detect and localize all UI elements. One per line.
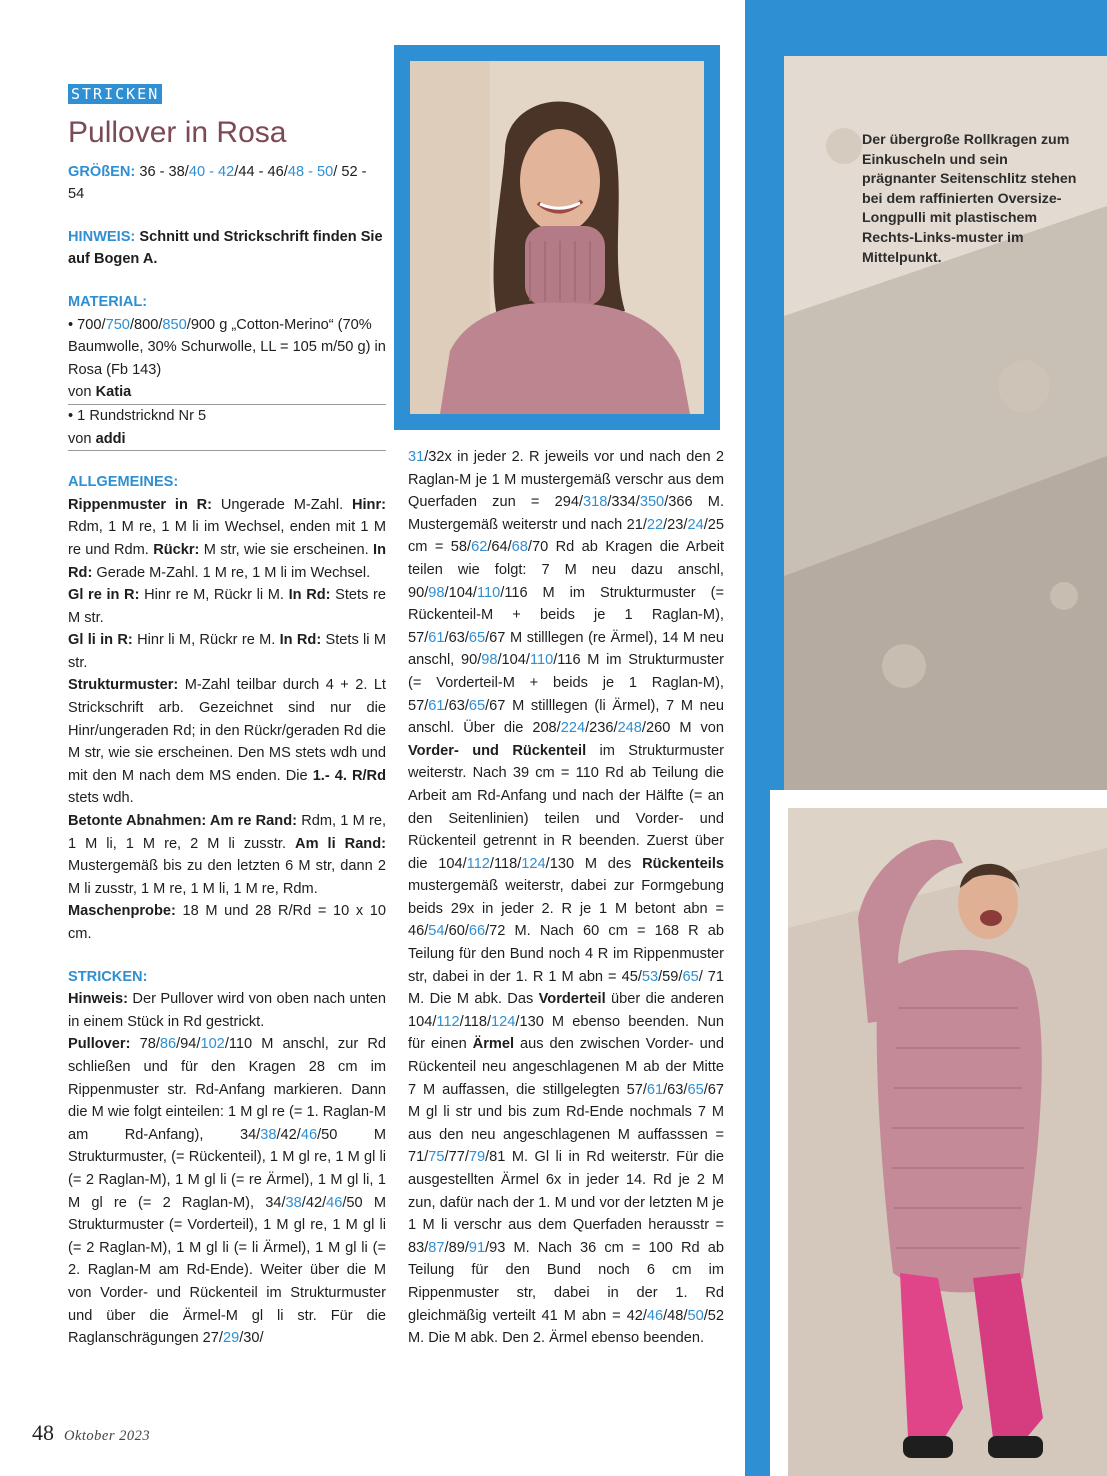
text-run: /50 M Strukturmuster (= Vorderteil), 1 M gl re, 1 M gl li (= 2 Raglan-M), 1 M gl li (= li Ärmel), 1 M gl li (= 2. Raglan-M am Rd-Ende). Weiter über die M von Vorder- und Rückenteil im Strukturmuster und über die Ärmel-M gl li str. Für die Raglanschrägungen 27/: [68, 1194, 386, 1347]
text-run: 66: [468, 923, 486, 940]
text-run: /30/: [239, 1330, 264, 1347]
fullbody-illustration: [788, 808, 1107, 1476]
text-run: /130 M des: [545, 855, 643, 872]
hint-text: Schnitt und Strickschrift finden Sie auf Bogen A.: [68, 228, 383, 268]
text-run: In Rd:: [288, 587, 331, 604]
text-run: /900 g „Cotton-Merino“ (70% Baumwolle, 30% Schurwolle, LL = 105 m/50 g) in Rosa (Fb 143): [68, 316, 386, 378]
text-run: /130 M ebenso beenden. Nun für einen: [408, 1013, 724, 1053]
text-run: Strukturmuster:: [68, 677, 179, 694]
text-run: Hinr li M, Rückr re M.: [132, 632, 280, 649]
text-run: 850: [162, 316, 187, 333]
source-prefix: von: [68, 384, 96, 401]
text-run: /67 M stilllegen (li Ärmel), 7 M neu anschl. Über die 208/: [408, 697, 724, 737]
text-run: 24: [687, 516, 704, 533]
text-run: 124: [491, 1013, 516, 1030]
sizes-label: GRÖßEN:: [68, 163, 136, 180]
left-text-column: [68, 84, 386, 1350]
material-source-1: [68, 381, 386, 405]
knitting-label: STRICKEN:: [68, 968, 148, 985]
text-run: Am li Rand:: [295, 835, 386, 852]
general-paragraph-2: [68, 584, 386, 629]
text-run: /48/: [663, 1307, 688, 1324]
text-run: /94/: [176, 1036, 201, 1053]
text-run: 98: [481, 652, 498, 669]
text-run: M str, wie sie erscheinen.: [199, 541, 374, 558]
text-run: /60/: [444, 923, 469, 940]
text-run: In Rd:: [68, 541, 386, 581]
text-run: 31: [408, 449, 425, 465]
text-run: 110: [529, 652, 554, 669]
text-run: 46: [646, 1307, 664, 1324]
text-run: 53: [641, 968, 659, 985]
page-footer: [32, 1420, 150, 1446]
text-run: /63/: [444, 629, 469, 646]
section-kicker: STRICKEN: [68, 84, 162, 104]
text-run: Stets li M str.: [68, 632, 386, 671]
hint-label: HINWEIS:: [68, 228, 136, 245]
text-run: /118/: [459, 1013, 492, 1030]
text-run: 54: [428, 923, 445, 940]
text-run: /800/: [129, 316, 163, 333]
text-run: /32x in jeder 2. R jeweils vor und nach den 2 Raglan-M je 1 M mustergemäß verschr aus dem Querfaden zun = 294/: [408, 449, 724, 511]
text-run: 62: [471, 539, 488, 556]
text-run: 112: [436, 1013, 460, 1030]
page-number: 48: [32, 1420, 54, 1445]
text-run: In Rd:: [279, 632, 322, 649]
text-run: /23/: [663, 516, 688, 533]
text-run: Vorder- und Rückenteil: [408, 742, 587, 759]
text-run: /104/: [497, 652, 530, 669]
text-run: Maschenprobe:: [68, 903, 176, 920]
text-run: 110: [477, 584, 501, 601]
text-run: /59/: [658, 968, 683, 985]
text-run: Gl li in R:: [68, 632, 133, 649]
text-run: Hinweis:: [68, 991, 129, 1008]
text-run: /63/: [444, 697, 469, 714]
text-run: 65: [468, 629, 486, 646]
brand-addi: addi: [95, 430, 126, 447]
text-run: 61: [428, 629, 445, 646]
general-label: ALLGEMEINES:: [68, 474, 179, 491]
text-run: über die anderen 104/: [408, 991, 725, 1030]
text-run: Rückenteils: [642, 855, 724, 872]
text-run: 750: [105, 316, 130, 333]
text-run: 18 M und 28 R/Rd = 10 x 10 cm.: [68, 903, 386, 942]
text-run: /70 Rd ab Kragen die Arbeit teilen wie folgt: 7 M neu dazu anschl, 90/: [408, 539, 724, 601]
middle-text-column: [408, 446, 724, 1350]
text-run: Pullover:: [68, 1036, 131, 1053]
text-run: Hinr:: [351, 496, 386, 513]
text-run: Hinr re M, Rückr li M.: [139, 587, 289, 604]
text-run: /25 cm = 58/: [408, 516, 724, 556]
text-run: 248: [617, 720, 642, 737]
knitting-hint-paragraph: [68, 988, 386, 1033]
text-run: 40 - 42: [188, 163, 235, 180]
text-run: /104/: [444, 584, 477, 601]
text-run: 318: [583, 494, 608, 511]
text-run: /116 M im Strukturmuster (= Vorderteil-M + beids je 1 Raglan-M), 57/: [408, 652, 724, 714]
text-run: • 700/: [68, 316, 106, 333]
text-run: 1.- 4. R/Rd: [312, 767, 387, 784]
text-run: stets wdh.: [68, 790, 134, 807]
text-run: /116 M im Strukturmuster (= Rückenteil-M + beids je 1 Raglan-M), 57/: [408, 584, 724, 646]
fullbody-photo-frame: [770, 790, 1107, 1476]
text-run: /72 M. Nach 60 cm = 168 R ab Teilung für den Bund noch 4 R im Rippenmuster str, dabei in der 1. R 1 M abn = 45/: [408, 923, 724, 985]
text-run: 98: [428, 584, 445, 601]
text-run: M-Zahl teilbar durch 4 + 2. Lt Strickschrift arb. Gezeichnet sind nur die Hinr/ungeraden Rd; in den Rückr/geraden Rd die M str, wie sie erscheinen. Den MS stets wdh und mit den M nach dem MS enden. Die: [68, 677, 386, 784]
text-run: 65: [687, 1081, 704, 1098]
text-run: Gl re in R:: [68, 587, 140, 604]
text-run: 87: [428, 1239, 445, 1256]
text-run: /334/: [607, 494, 640, 511]
text-run: 65: [468, 697, 486, 714]
text-run: 38: [285, 1194, 302, 1211]
text-run: /50 M Strukturmuster, (= Rückenteil), 1 M gl re, 1 M gl li (= 2 Raglan-M), 1 M gl li (= re Ärmel), 1 M gl li, 1 M gl re (= 2 Raglan-M), 34/: [68, 1126, 387, 1211]
photo-caption: Der übergroße Rollkragen zum Einkuscheln und sein prägnanter Seitenschlitz stehen bei dem raffinierten Oversize-Longpulli mit plastischem Rechts-Links-muster im Mittelpunkt.: [862, 132, 1077, 266]
portrait-photo-frame: [394, 45, 720, 430]
text-run: 48 - 50: [287, 163, 334, 180]
text-run: 46: [326, 1194, 343, 1211]
general-paragraph-1: [68, 494, 386, 584]
sizes-block: [68, 161, 386, 206]
text-run: 112: [466, 855, 490, 872]
text-run: 61: [646, 1081, 664, 1098]
text-run: /260 M von: [641, 720, 724, 737]
material-label: MATERIAL:: [68, 293, 148, 310]
brand-katia: Katia: [95, 384, 132, 401]
text-run: 224: [560, 720, 586, 737]
issue-date: Oktober 2023: [64, 1428, 151, 1444]
material-item-1: [68, 314, 386, 382]
text-run: 91: [468, 1239, 486, 1256]
text-run: /67 M stilllegen (re Ärmel), 14 M neu anschl, 90/: [408, 629, 724, 669]
text-run: Vorderteil: [538, 991, 606, 1008]
portrait-illustration: [410, 61, 704, 414]
text-run: /44 - 46/: [234, 163, 288, 180]
text-run: /93 M. Nach 36 cm = 100 Rd ab Teilung für den Bund noch 6 cm im Rippenmuster str, dabei in der 1. Rd gleichmäßig verteilt 41 M abn = 42/: [408, 1239, 724, 1324]
fullbody-photo: [788, 808, 1107, 1476]
text-run: /236/: [585, 720, 618, 737]
text-run: /42/: [276, 1126, 301, 1143]
text-run: Rdm, 1 M re, 1 M li, 1 M re, 2 M li zusstr.: [68, 813, 386, 852]
text-run: Mustergemäß bis zu den letzten 6 M str, dann 2 M li zusstr, 1 M re, 1 M li, 1 M re, Rdm.: [68, 858, 386, 897]
text-run: Der Pullover wird von oben nach unten in einem Stück in Rd gestrickt.: [68, 991, 386, 1030]
text-run: /42/: [301, 1194, 327, 1211]
text-run: /64/: [487, 539, 512, 556]
text-run: 38: [260, 1126, 277, 1143]
text-run: /118/: [489, 855, 522, 872]
text-run: /67 M gl li str und bis zum Rd-Ende nochmals 7 M aus den neu angeschlagenen M auffasssen = 71/: [408, 1081, 724, 1166]
text-run: 86: [159, 1036, 177, 1053]
text-run: Rdm, 1 M re, 1 M li im Wechsel, enden mit 1 M re und Rdm.: [68, 519, 386, 558]
text-run: / 52 - 54: [68, 163, 367, 203]
text-run: / 71 M. Die M abk. Das: [408, 968, 725, 1008]
material-source-2: [68, 428, 386, 452]
text-run: /81 M. Gl li in Rd weiterstr. Für die ausgestellten Ärmel 6x in jeder 14. Rd je 2 M zun, dafür nach der 1. M und vor der letzten M je 1 M li verschr aus dem Querfaden herausstr = 83/: [408, 1149, 724, 1256]
general-paragraph-4: [68, 674, 386, 945]
text-run: 75: [428, 1149, 445, 1166]
text-run: Rippenmuster in R:: [68, 496, 213, 513]
text-run: Ungerade M-Zahl.: [212, 496, 352, 513]
text-run: 68: [511, 539, 528, 556]
material-item-2: • 1 Rundstricknd Nr 5: [68, 407, 207, 424]
text-run: 46: [300, 1126, 318, 1143]
text-run: 78/: [130, 1036, 160, 1053]
text-run: 79: [468, 1149, 486, 1166]
knitting-pullover-paragraph: [68, 1033, 386, 1349]
text-run: im Strukturmuster weiterstr. Nach 39 cm = 110 Rd ab Teilung die Arbeit am Rd-Anfang und nach der Hälfte (= an den Seitenlinien) teilen und Vorder- und Rückenteil getrennt in R beenden. Zuerst über die 104/: [408, 742, 724, 872]
knitting-continued-paragraph: [408, 446, 724, 1350]
source-prefix: von: [68, 430, 96, 447]
text-run: 65: [682, 968, 699, 985]
text-run: /366 M. Mustergemäß weiterstr und nach 21/: [408, 494, 724, 533]
general-paragraph-3: [68, 629, 386, 674]
text-run: /89/: [444, 1239, 469, 1256]
text-run: Ärmel: [472, 1036, 515, 1053]
text-run: Stets re M str.: [68, 587, 387, 626]
text-run: mustergemäß weiterstr, dabei zur Formgebung beids 29x in jeder 2. R je 1 M betont abn = 46/: [408, 878, 724, 940]
hint-block: [68, 226, 386, 271]
text-run: 124: [521, 855, 546, 872]
text-run: 22: [646, 516, 664, 533]
text-run: Betonte Abnahmen: Am re Rand:: [68, 813, 297, 830]
text-run: 102: [200, 1036, 225, 1053]
text-run: 350: [639, 494, 665, 511]
text-run: /77/: [444, 1149, 469, 1166]
text-run: /52 M. Die M abk. Den 2. Ärmel ebenso beenden.: [408, 1307, 724, 1347]
text-run: 50: [687, 1307, 704, 1324]
text-run: Rückr:: [153, 541, 200, 558]
page-title: Pullover in Rosa: [68, 115, 287, 149]
text-run: 61: [428, 697, 445, 714]
text-run: /63/: [663, 1081, 688, 1098]
text-run: Gerade M-Zahl. 1 M re, 1 M li im Wechsel.: [92, 564, 371, 581]
text-run: 36 - 38/: [135, 163, 189, 180]
text-run: 29: [222, 1330, 240, 1347]
text-run: aus den zwischen Vorder- und Rückenteil neu angeschlagenen M ab der Mitte 7 M auffassen, die stillgelegten 57/: [408, 1036, 724, 1098]
portrait-photo: [410, 61, 704, 414]
text-run: /110 M anschl, zur Rd schließen und für den Kragen 28 cm im Rippenmuster str. Rd-Anfang markieren. Dann die M wie folgt einteilen: 1 M gl re (= 1. Raglan-M am Rd-Anfang), 34/: [68, 1036, 386, 1143]
